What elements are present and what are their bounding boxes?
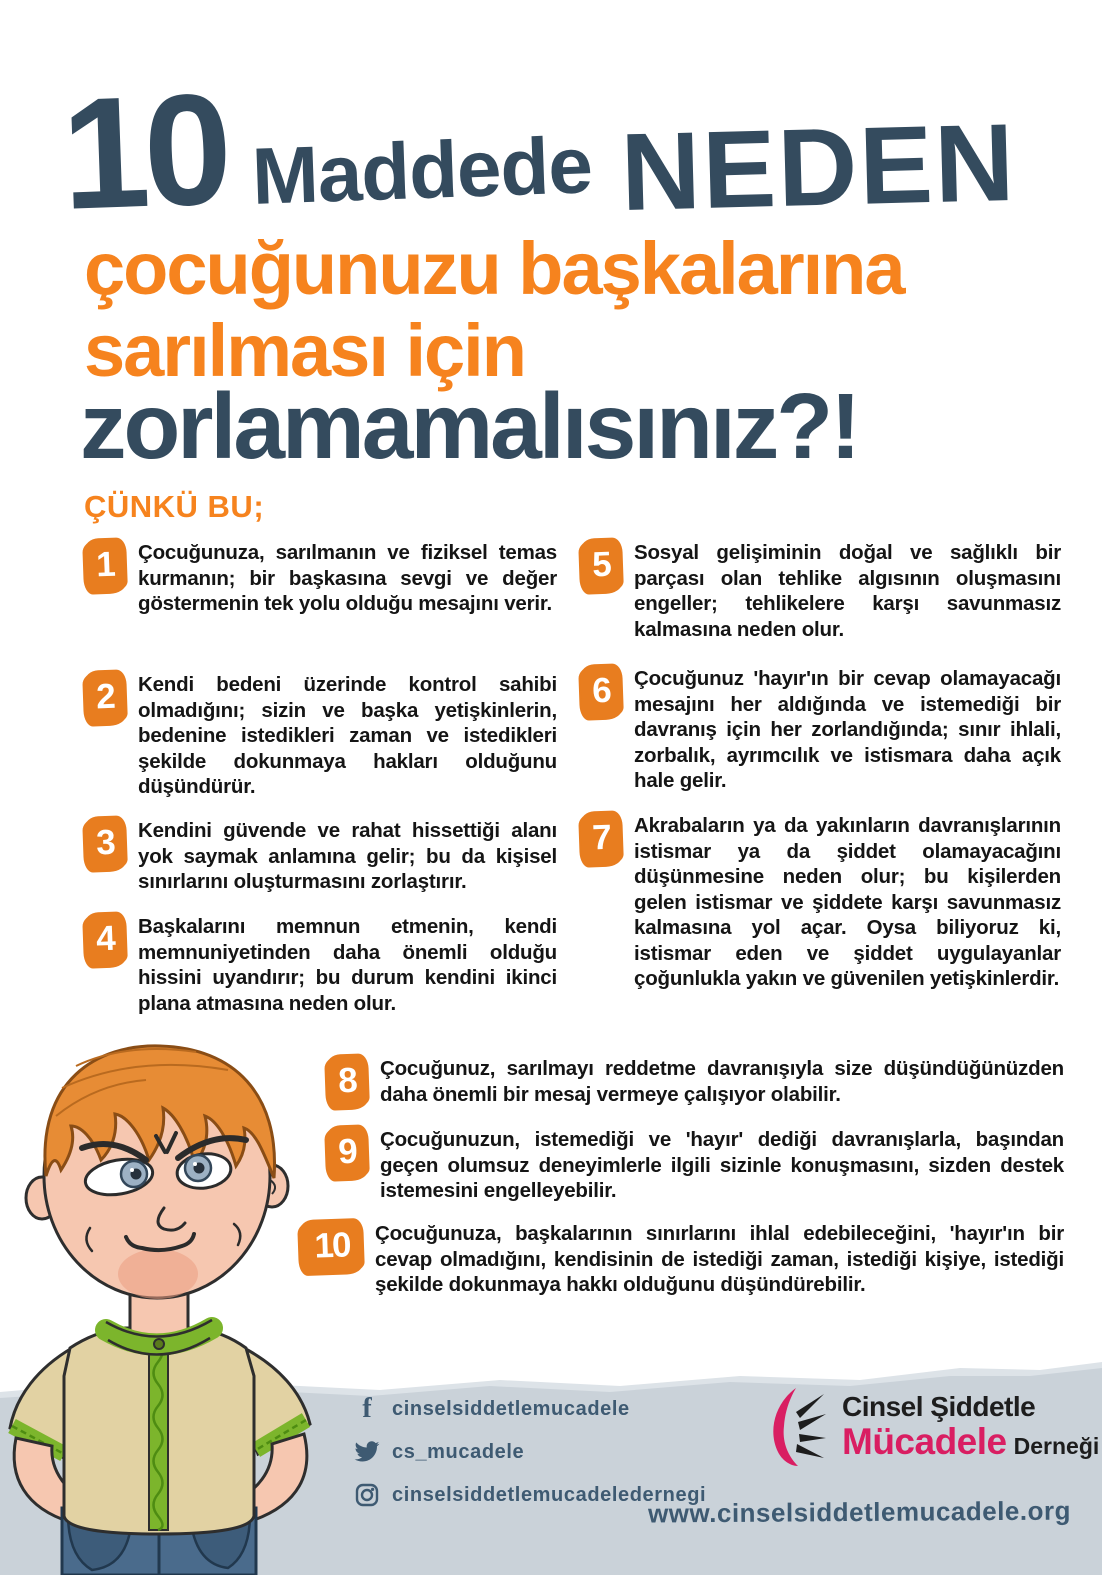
facebook-handle: cinselsiddetlemucadele bbox=[392, 1397, 630, 1420]
item-text: Sosyal gelişiminin doğal ve sağlıklı bir parçası olan tehlike algısının oluşmasını engeller; tehlikelere karşı savunmasız kalmasına neden olur. bbox=[634, 541, 1061, 641]
item-text: Kendi bedeni üzerinde kontrol sahibi olmadığını; sizin ve başka yetişkinlerin, bedenine istedikleri zaman ve istedikleri şekilde dokunmaya hakları olduğunu düşündürür. bbox=[138, 673, 557, 798]
item-text: Akrabaların ya da yakınların davranışlarının istismar ya da şiddet olamayacağını düşünmesine neden olur; bu kişilerden gelen istismar ve şiddete karşı savunmasız kalmasına yol açar. Oysa biliyoruz ki, istismar eden ve şiddet uygulayanlar çoğunlukla yakın ve güvenilen yetişkinlerdir. bbox=[634, 814, 1061, 990]
twitter-icon bbox=[352, 1439, 382, 1465]
headline-navy: zorlamamalısınız?! bbox=[80, 374, 859, 478]
logo-line2: Mücadele bbox=[842, 1420, 1007, 1462]
list-item-5 bbox=[581, 540, 1061, 642]
section-heading: ÇÜNKÜ BU; bbox=[84, 489, 265, 524]
item-text: Kendini güvende ve rahat hissettiği alanı yok saymak anlamına gelir; bu da kişisel sınırlarını oluşturmasını zorlaştırır. bbox=[138, 819, 557, 893]
item-number-badge: 8 bbox=[326, 1053, 370, 1108]
website-url[interactable]: www.cinselsiddetlemucadele.org bbox=[647, 1495, 1072, 1529]
page-title bbox=[58, 61, 1019, 243]
item-number-badge: 1 bbox=[84, 537, 128, 592]
logo-suffix: Derneği bbox=[1013, 1432, 1100, 1459]
item-number-badge: 4 bbox=[84, 911, 128, 966]
item-text: Çocuğunuz 'hayır'ın bir cevap olamayacağı mesajını her aldığında ve istemediği bir davranış için her zorlandığında; sınır ihlali, zorbalık, ayrımcılık ve istismara daha açık hale gelir. bbox=[634, 667, 1061, 792]
list-item-4 bbox=[85, 914, 557, 1016]
item-number-badge: 7 bbox=[580, 810, 624, 865]
logo-line1: Cinsel Şiddetle bbox=[842, 1391, 1036, 1423]
item-number-badge: 10 bbox=[299, 1218, 365, 1274]
title-word-maddede: Maddede bbox=[250, 120, 593, 222]
twitter-handle: cs_mucadele bbox=[392, 1440, 525, 1463]
list-item-2 bbox=[85, 672, 557, 800]
list-item-3 bbox=[85, 818, 557, 895]
instagram-handle: cinselsiddetlemucadeledernegi bbox=[392, 1483, 707, 1506]
list-item-10 bbox=[300, 1221, 1064, 1298]
item-number-badge: 6 bbox=[580, 663, 624, 718]
twitter-handle-row[interactable] bbox=[352, 1439, 706, 1465]
list-item-8 bbox=[327, 1056, 1064, 1108]
item-number-badge: 5 bbox=[580, 537, 624, 592]
association-logo bbox=[766, 1386, 1099, 1468]
item-number-badge: 9 bbox=[326, 1124, 370, 1179]
item-number-badge: 2 bbox=[84, 669, 128, 724]
list-item-9 bbox=[327, 1127, 1064, 1204]
item-text: Çocuğunuz, sarılmayı reddetme davranışıyla size düşündüğünüzden daha önemli bir mesaj vermeye çalışıyor olabilir. bbox=[380, 1057, 1064, 1106]
item-text: Başkalarını memnun etmenin, kendi memnuniyetinden daha önemli olduğu hissini uyandırır; bu durum kendini ikinci plana atmasına neden olur. bbox=[138, 915, 557, 1015]
instagram-icon bbox=[352, 1482, 382, 1508]
facebook-icon: f bbox=[362, 1393, 372, 1424]
logo-mark-icon bbox=[766, 1386, 830, 1468]
title-number: 10 bbox=[58, 61, 229, 243]
item-text: Çocuğunuza, sarılmanın ve fiziksel temas kurmanın; bir başkasına sevgi ve değer göstermenin tek yolu olduğu mesajını verir. bbox=[138, 541, 557, 615]
item-number-badge: 3 bbox=[84, 815, 128, 870]
list-item-6 bbox=[581, 666, 1061, 794]
title-word-neden: NEDEN bbox=[619, 101, 1019, 235]
list-item-7 bbox=[581, 813, 1061, 992]
item-text: Çocuğunuza, başkalarının sınırlarını ihlal edebileceğini, 'hayır'ın bir cevap olmadığını, kendisinin de istediği zaman, istediği kişiye, istediği şekilde dokunmaya hakkı olduğunu düşündürebilir. bbox=[375, 1222, 1064, 1296]
headline-orange-line2: sarılması için bbox=[84, 309, 525, 392]
headline-orange-line1: çocuğunuzu başkalarına bbox=[84, 227, 904, 310]
angry-boy-illustration bbox=[6, 1036, 352, 1575]
item-text: Çocuğunuzun, istemediği ve 'hayır' dediği davranışlarla, başından geçen olumsuz deneyimlerle ilgili sizinle konuşmasını, sizden destek istemesini engelleyebilir. bbox=[380, 1128, 1064, 1202]
facebook-handle-row[interactable] bbox=[352, 1393, 706, 1424]
list-item-1 bbox=[85, 540, 557, 617]
logo-text bbox=[842, 1392, 1099, 1462]
